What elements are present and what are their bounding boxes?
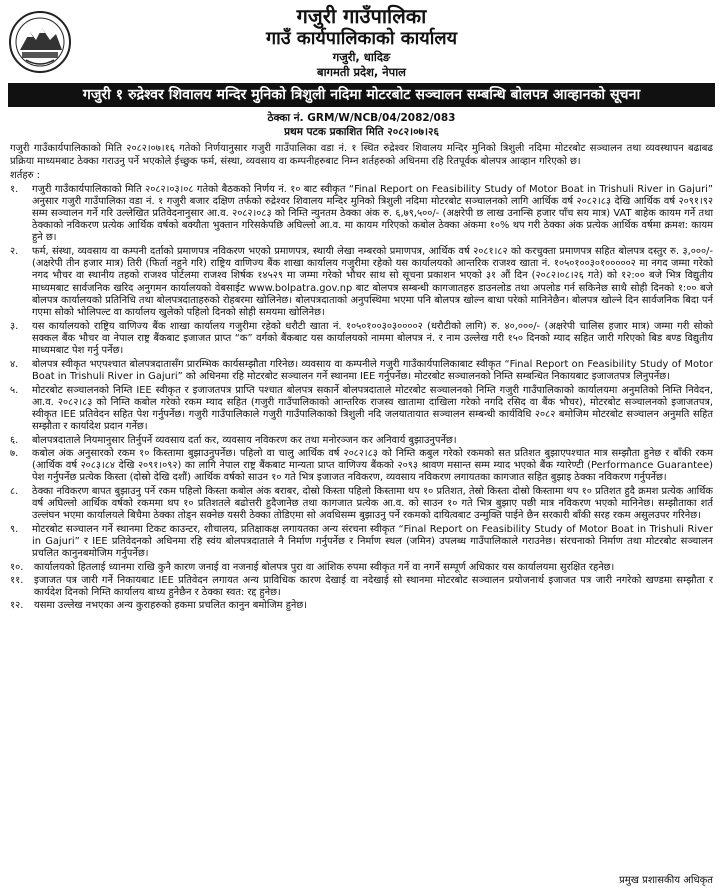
municipality-name: गजुरी गाउँपालिका [296,4,427,28]
condition-item [10,246,713,319]
condition-number: ८. [10,485,19,497]
office-location: गजुरी, धादिङ [332,50,391,64]
condition-number: ११. [10,574,24,586]
condition-text: बोलपत्र स्वीकृत भएपश्चात बोलपत्रदातासँग प्रारम्भिक कार्यसम्झौता गरिनेछ। व्यवसाय वा कम्पनीले गजुरी गाउँकार्यपालिकाबाट स्वीकृत “Final Report on Feasibility Study of Motor Boat in Trishuli River in Gajuri” को अधिनमा रहि मोटरबोट सञ्चालन गर्ने स्थानमा IEE गर्नुपर्नेछ। मोटरबोट सञ्चालनको निम्ति सम्बन्धित निकायबाट इजाजतपत्र लिनुपर्नेछ। [32,358,713,383]
condition-text: गजुरी गाउँकार्यपालिकाको मिति २०८२।०३।०८ गतेको बैठकको निर्णय नं. १० बाट स्वीकृत “Final Report on Feasibility Study of Motor Boat in Trishuli River in Gajuri” अनुसार गजुरी गाउँपालिका वडा नं. १ गजुरी बजार दक्षिण तर्फको रुद्रेश्वर शिवालय मन्दिर मुनिको त्रिशुली नदिमा मोटरबोट सञ्चालनको लागि आर्थिक वर्ष २०८२।८३ देखि आर्थिक वर्ष २०९१।९२ सम्म सञ्चालन गर्ने गरि उल्लेखित प्रतिवेदनानुसार आ.व. २०८२।०८३ को निम्ति न्युनतम ठेक्का अंक रु. ६,७९,५००/- (अक्षरेपी छ लाख उनान्सि हजार पाँच सय मात्र) VAT बाहेक कायम गर्ने तथा ठेक्काको नविकरण प्रत्येक आर्थिक वर्षको बक्यौता भुक्तान गरिसकेपछि अघिल्लो आ.व. मा कायम गरिएको कबोल ठेक्का अंकमा १०% थप गरी ठेक्का अंक प्रत्येक आर्थिक वर्षमा क्रमश: कायम हुने छ। [32,183,713,244]
condition-text: यसमा उल्लेख नभएका अन्य कुराहरुको हकमा प्रचलित कानुन बमोजिम हुनेछ। [34,600,308,612]
condition-number: ५. [10,384,19,396]
condition-item [10,486,713,523]
condition-item [10,562,713,574]
condition-number: ४. [10,358,19,370]
condition-item [10,575,713,599]
condition-number: १०. [10,561,24,573]
condition-number: १. [10,183,19,195]
province-name: बागमती प्रदेश, नेपाल [317,65,406,79]
condition-item [10,448,713,485]
notice-page [0,4,723,892]
condition-text: मोटरबोट सञ्चालनको निम्ति IEE स्वीकृत र इजाजतपत्र प्राप्ति पश्चात बोलपत्र सकार्ने बोलपत्रदाताले मोटरबोट सञ्चालनको निम्ति गजुरी गाउँपालिकाको कार्यालयमा अनुमतिको निम्ति निवेदन, आ.व. २०८२।८३ को निम्ति कबोल गरेको रकम म्याद सहित (गजुरी गाउँपालिकाको आन्तरिक राजस्व खातामा दाखिला गरेको नगदि रसिद वा बैंक भौचर), मोटरबोट सञ्चालनको इजाजतपत्र, स्वीकृत IEE प्रतिवेदन सहित पेश गर्नुपर्नेछ। गजुरी गाउँपालिकाले गजुरी गाउँपालिकाको त्रिशुली नदि जलयातायात सञ्चालन सम्बन्धी कार्यविधि २०८२ बमोजिम मोटरबोट सञ्चालन अनुमति सहित सम्झौता र कार्यादेश प्रदान गर्नेछ। [32,384,713,433]
condition-item [10,184,713,245]
office-header [8,4,715,80]
condition-number: ३. [10,320,19,332]
condition-text: मोटरबोट सञ्चालन गर्ने स्थानमा टिकट काउन्टर, शौचालय, प्रतिक्षाकक्ष लगायतका अन्य संरचना स्वीकृत “Final Report on Feasibility Study of Motor Boat in Trishuli River in Gajuri” र IEE प्रतिवेदनको अधिनमा रहि स्वंय बोलपत्रदाताले नै निर्माण गर्नुपर्नेछ र निर्माण स्थल (जमिन) उपलब्ध गाउँपालिकाले गराउनेछ। संरचनाको निर्माण तथा मोटरबोट सञ्चालन प्रचलित कानुनबमोजिम गर्नुपर्नेछ। [32,523,713,560]
condition-item [10,600,713,612]
office-name: गाउँ कार्यपालिकाको कार्यालय [265,28,458,49]
condition-item [10,524,713,561]
condition-number: ७. [10,447,19,459]
conditions-list [10,184,713,613]
intro-paragraph: गजुरी गाउँकार्यपालिकाको मिति २०८२।०७।१६ गतेको निर्णयानुसार गजुरी गाउँपालिका वडा नं. १ स्थित रुद्रेश्वर शिवालय मन्दिर मुनिको त्रिशुली नदिमा मोटरबोट सञ्चालन तथा व्यवस्थापन बढाबढ प्रक्रिया माध्यमबाट ठेक्का गराउनु पर्ने भएकोले ईच्छुक फर्म, संस्था, व्यवसाय वा कम्पनीहरुबाट निम्न शर्तहरुको अधिनमा रहि रितपूर्वक बोलपत्र आव्हान गरिएको छ। [10,143,713,167]
condition-number: १२. [10,600,24,612]
publication-date: प्रथम पटक प्रकाशित मिति २०८२।०७।२६ [284,126,439,138]
condition-item [10,385,713,434]
contract-number: ठेक्का नं. GRM/W/NCB/04/2082/083 [267,112,456,124]
conditions-heading: शर्तहरु : [10,170,40,181]
condition-number: २. [10,246,19,258]
condition-text: इजाजत पत्र जारी गर्ने निकायबाट IEE प्रतिवेदन लगायत अन्य प्राविधिक कारण देखाई वा नदेखाई सो स्थानमा मोटरबोट सञ्चालन प्रयोजनार्थ इजाजत पत्र जारी नगरेको खण्डमा सम्झौता र कार्यदेश दिनको निम्ति कार्यालय बाध्य हुनेछैन र ठेक्का स्वत: रद्द हुनेछ। [34,574,713,598]
condition-text: बोलपत्रदाताले नियमानुसार तिर्नुपर्ने व्यवसाय दर्ता कर, व्यवसाय नविकरण कर तथा मनोरञ्जन कर अनिवार्य बुझाउनुपर्नेछ। [32,434,457,446]
condition-text: ठेक्का नविकरण बापत बुझाउनु पर्ने रकम पहिलो किस्ता कबोल अंक बराबर, दोस्रो किस्ता पहिलो किस्तामा थप १० प्रतिशत, तेस्रो किस्ता दोस्रो किस्तामा थप १० प्रतिशत हुदै क्रमश प्रत्येक आर्थिक वर्ष अघिल्लो आर्थिक वर्षको रकममा थप १० प्रतिशतले बढोत्तरी हुदैजानेछ तथा कागजात प्रत्येक आ.व. को साउन १० गते भित्र बुझाए पछी मात्र नविकरण भएको मानिनेछ। सम्झौताका शर्त उल्लंघन भएमा कार्यालयले बिचैमा ठेक्का तोड्न सक्नेछ यसरी ठेक्का तोडिएमा सो अवधिसम्म बुझाउनु पर्ने रकमको दायित्वबाट उन्मुक्ति पाईने छैन सरकारी बाँकी सरह रकम असुलउपर गरिनेछ। [32,485,713,522]
notice-title: गजुरी १ रुद्रेश्वर शिवालय मन्दिर मुनिको त्रिशुली नदिमा मोटरबोट सञ्चालन सम्बन्धि बोलपत्र आव्हानको सूचना [8,83,715,107]
condition-text: फर्म, संस्था, व्यवसाय वा कम्पनी दर्ताको प्रमाणपत्र नविकरण भएको प्रमाणपत्र, स्थायी लेखा नम्बरको प्रमाणपत्र, आर्थिक वर्ष २०८१।८२ को करचुक्ता प्रमाणपत्र सहित बोलपत्र दस्तुर रु. ३,०००/- (अक्षरेपी तीन हजार मात्र) तिरी (फिर्ता नहुने गरि) राष्ट्रिय वाणिज्य बैंक शाखा कार्यालय गजुरीमा रहेको यस कार्यालयको आन्तरिक राजश्व खाता नं. १०५०१००३०१०००००२ मा नगद जम्मा गरेको नगद भौचर वा स्थानीय तहको राजश्व पोर्टलमा राजश्व शिर्षक १४५२९ मा जम्मा गरेको भौचर साथ सो सूचना प्रकाशन भएको ३१ औं दिन (२०८२।०८।२६ गते) को १२:०० बजे भित्र विद्युतीय माध्यमबाट सार्वजनिक खरिद अनुगमन कार्यालयको वेबसाईट www.bolpatra.gov.np बाट बोलपत्र सम्बन्धी कागजातहरु डाउनलोड तथा अपलोड गर्न सकिनेछ साथै सोही दिनको १:०० बजे बोलपत्र कार्यालयको प्रतिनिधि तथा बोलपत्रदाताहरुको रोहबरमा खोलिनेछ। बोलपत्रदाताको अनुपस्थिमा भएमा पनि बोलपत्र खोल्न बाधा परेको मानिनेछैन। बोलपत्र खोल्ने दिन सार्वजनिक बिदा पर्न गएमा सोको भोलिपल्ट वा कार्यालय खुलेको पहिलो दिनको सोही समयमा खोलिनेछ। [32,246,713,319]
condition-text: यस कार्यालयको राष्ट्रिय वाणिज्य बैंक शाखा कार्यालय गजुरीमा रहेको धरौटी खाता नं. १०५०१००३०३००००२ (धरौटीको लागि) रु. ४०,०००/- (अक्षरेपी चालिस हजार मात्र) जम्मा गरी सोको सक्कल बैंक भौचर वा नेपाल राष्ट्र बैंकबाट इजाजत प्राप्त “क” वर्गको बैंकबाट यस कार्यालयको नाममा बोलपत्र नं. र नाम उल्लेख गरी १५० दिनको म्याद सहित जारी गरिएको बिड बण्ड विद्युतीय माध्यमबाट पेश गर्नु पर्नेछ। [32,320,713,357]
condition-number: ९. [10,523,19,535]
condition-text: कबोल अंक अनुसारको रकम १० किस्तामा बुझाउनुपर्नेछ। पहिलो वा चालु आर्थिक वर्ष २०८२।८३ को निम्ति कबुल गरेको रकमको सत प्रतिशत बुझाएपश्चात मात्र सम्झौता हुनेछ र बाँकी रकम (आर्थिक वर्ष २०८३।८४ देखि २०९१।०९२) का लागि नेपाल राष्ट्र बैंकबाट मान्यता प्राप्त वाणिज्य बैंकको २०९३ श्रावण मसान्त सम्म म्याद भएको बैंक ग्यारेण्टी (Performance Guarantee) पेश गर्नुपर्नेछ प्रत्येक किस्ता (दोस्रो देखि दशौं) आर्थिक वर्षको साउन १० गते भित्र इजाजत नविकरण, व्यवसाय नविकरण लगायतका कागजात सहित बुझाइ ठेक्का नविकरण गर्नुपर्नेछ। [32,447,713,484]
condition-item [10,359,713,383]
condition-text: कार्यालयको हितलाई ध्यानमा राखि कुनै कारण जनाई वा नजनाई बोलपत्र पुरा वा आंशिक रुपमा स्वीकृत गर्ने वा नगर्ने सम्पूर्ण अधिकार यस कार्यालयमा सुरक्षित रहनेछ। [34,561,615,573]
condition-item [10,435,713,447]
signatory-title: प्रमुख प्रशासकीय अधिकृत [619,875,713,886]
condition-item [10,321,713,358]
nepal-emblem-icon [8,10,72,74]
condition-number: ६. [10,434,19,446]
